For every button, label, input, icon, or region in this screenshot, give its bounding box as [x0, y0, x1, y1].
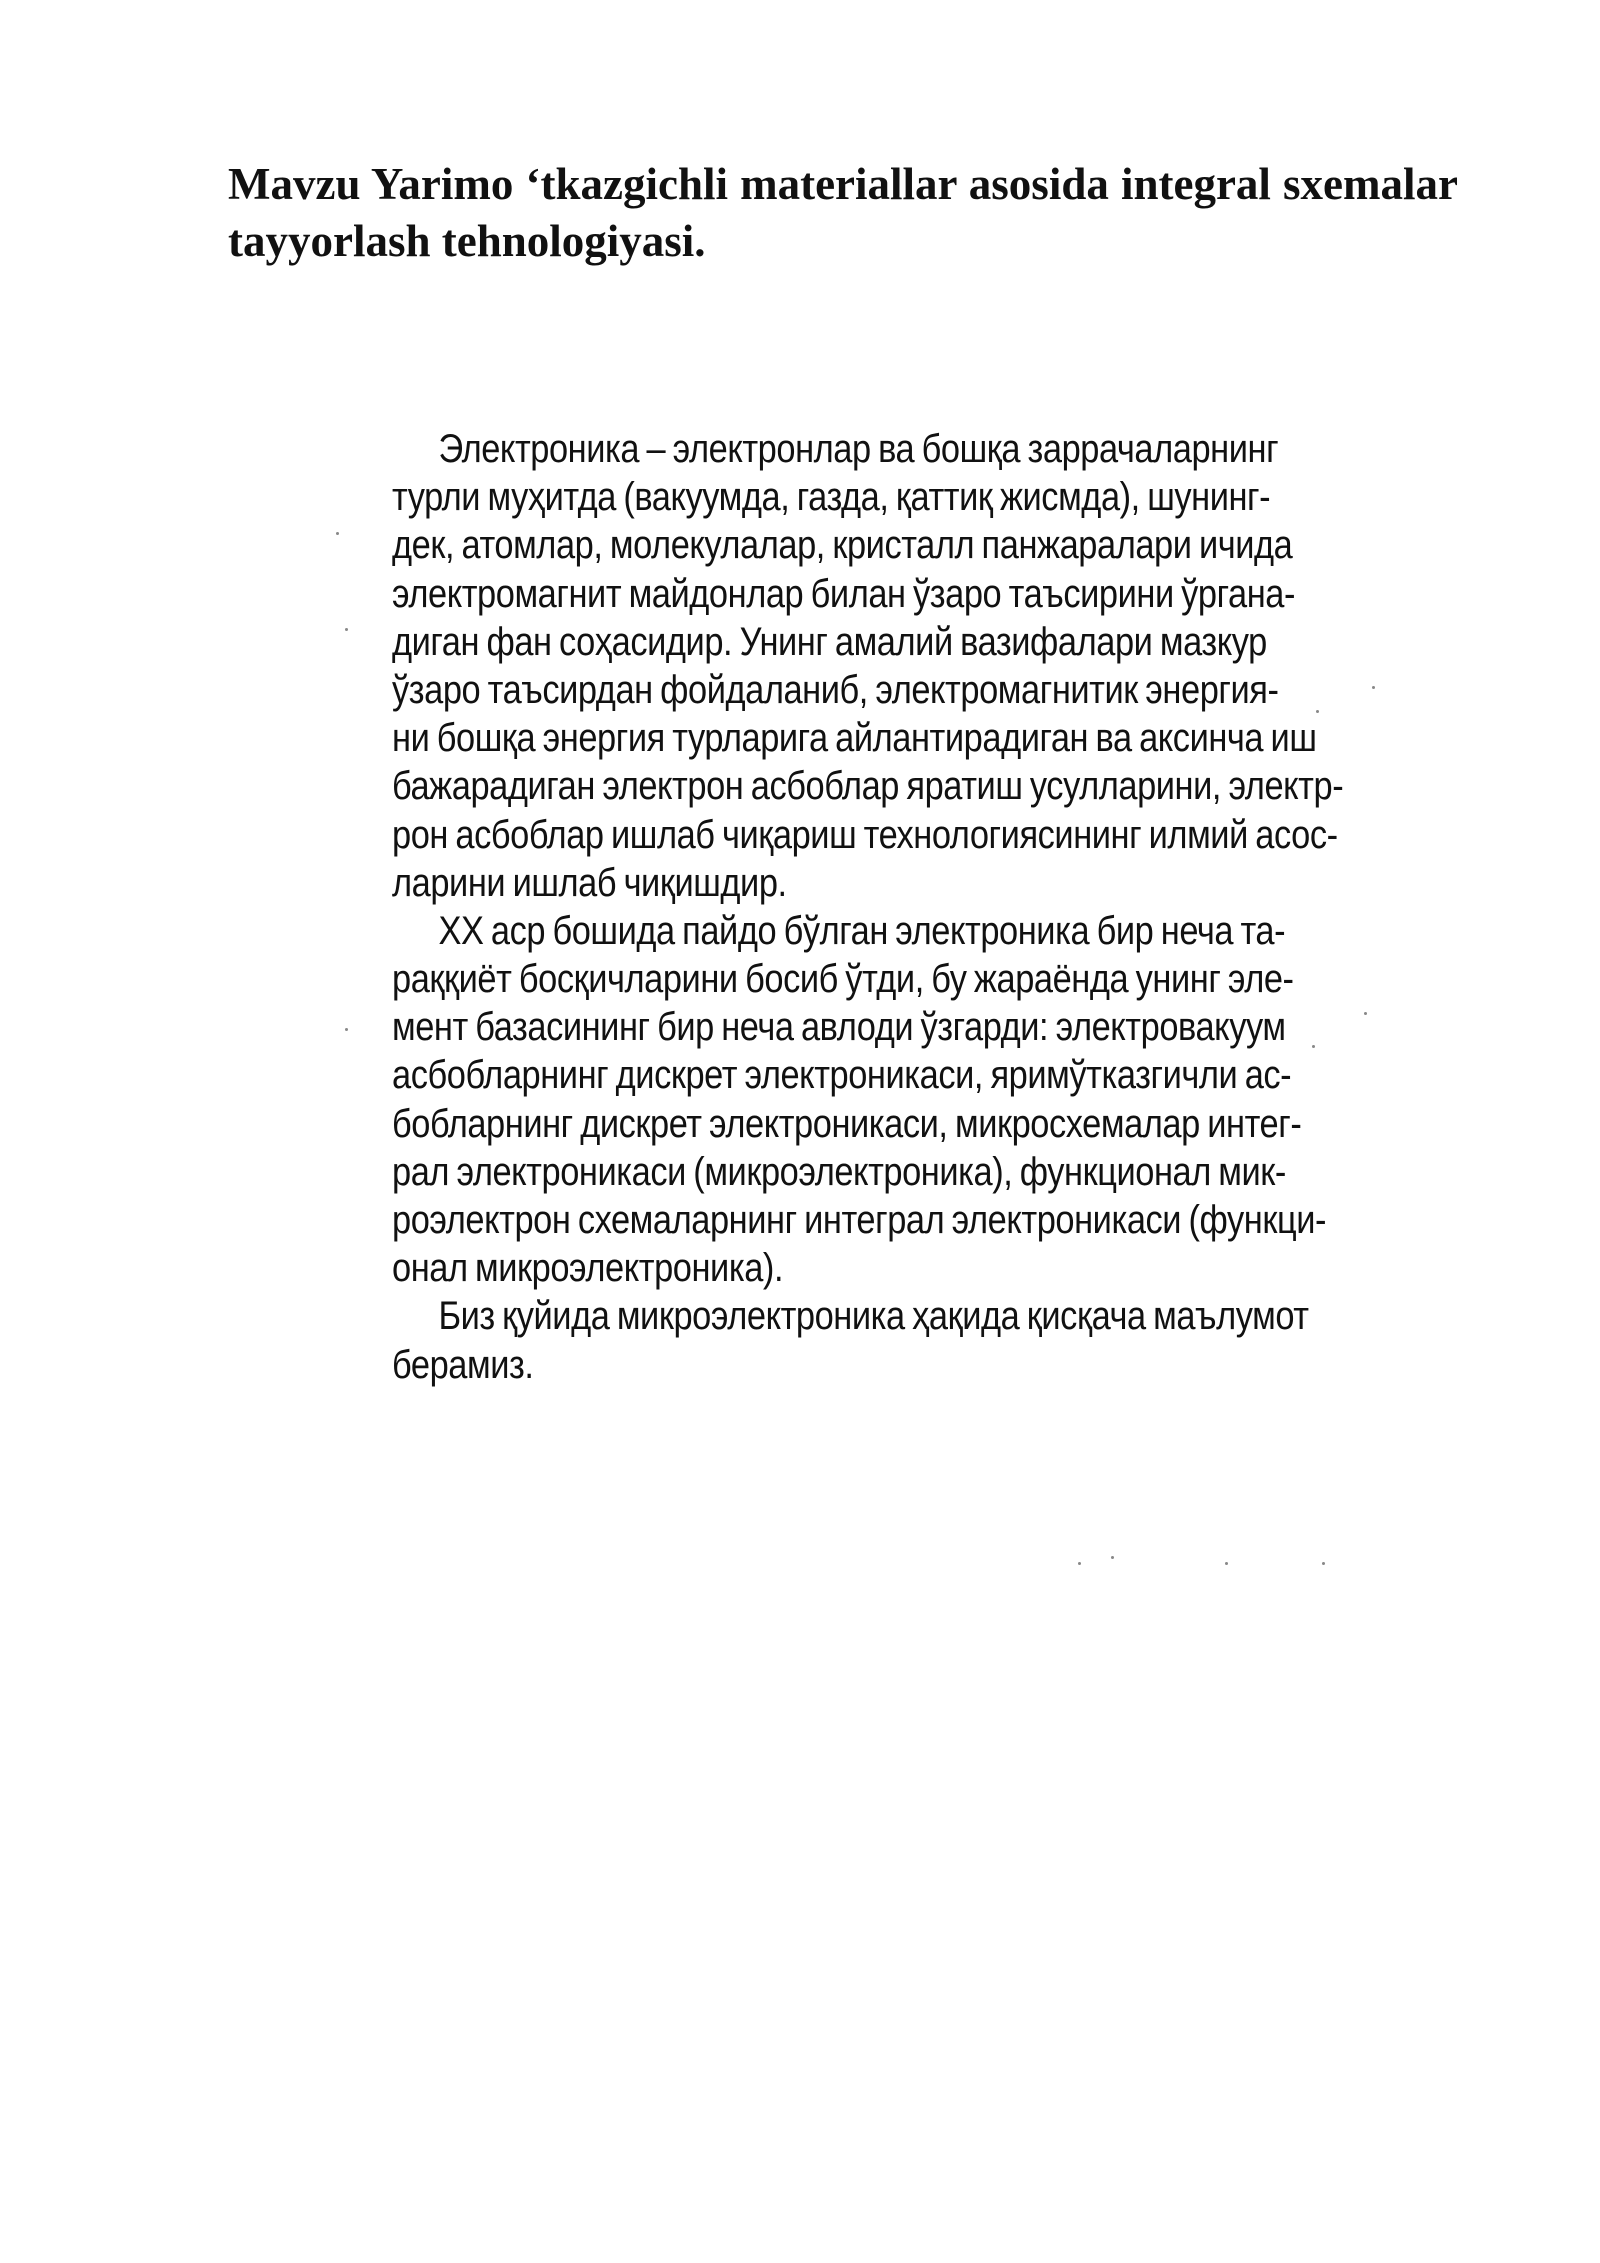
scan-line: ларини ишлаб чиқишдир.: [392, 860, 787, 905]
scan-line: ни бошқа энергия турларига айлантирадиган ва аксинча иш: [392, 716, 1317, 761]
scan-line: электромагнит майдонлар билан ўзаро таъсирини ўргана-: [392, 571, 1295, 616]
scan-speck: [1364, 1012, 1367, 1015]
scan-line: ўзаро таъсирдан фойдаланиб, электромагнитик энергия-: [392, 667, 1279, 712]
scan-speck: [345, 1028, 348, 1031]
scan-line: мент базасининг бир неча авлоди ўзгарди: электровакуум: [392, 1005, 1286, 1050]
scan-line: раққиёт босқичларини босиб ўтди, бу жараёнда унинг эле-: [392, 957, 1294, 1002]
scan-speck: [1111, 1556, 1114, 1559]
scan-line: бобларнинг дискрет электроникаси, микросхемалар интег-: [392, 1101, 1302, 1146]
scanned-text-block: [392, 425, 1344, 1389]
scan-speck: [345, 628, 348, 631]
scan-speck: [1225, 1562, 1228, 1565]
scan-line: асбобларнинг дискрет электроникаси, яримўтказгичли ас-: [392, 1053, 1292, 1098]
scan-speck: [1316, 710, 1319, 713]
scan-line: турли муҳитда (вакуумда, газда, қаттиқ жисмда), шунинг-: [392, 475, 1271, 520]
document-title: Mavzu Yarimo ‘tkazgichli materiallar asosida integral sxemalar tayyorlash tehnologiyasi.: [228, 159, 1458, 266]
scan-line: Биз қуйида микроэлектроника ҳақида қисқача маълумот: [438, 1294, 1309, 1339]
scan-speck: [1322, 1562, 1325, 1565]
scan-speck: [1372, 686, 1375, 689]
scan-line: дек, атомлар, молекулалар, кристалл панжаралари ичида: [392, 523, 1293, 568]
scan-line: берамиз.: [392, 1342, 534, 1387]
scan-line: рон асбоблар ишлаб чиқариш технологиясининг илмий асос-: [392, 812, 1338, 857]
scan-line: XX аср бошида пайдо бўлган электроника бир неча та-: [438, 908, 1286, 953]
scan-line: роэлектрон схемаларнинг интеграл электроникаси (функци-: [392, 1198, 1327, 1242]
scan-speck: [1078, 1562, 1081, 1565]
scan-speck: [336, 532, 339, 535]
scan-line: онал микроэлектроника).: [392, 1246, 784, 1291]
scan-speck: [1312, 1045, 1315, 1048]
scan-line: диган фан соҳасидир. Унинг амалий вазифалари мазкур: [392, 619, 1267, 664]
scan-line: бажарадиган электрон асбоблар яратиш усулларини, электр-: [392, 764, 1344, 809]
scan-line: рал электроникаси (микроэлектроника), функционал мик-: [392, 1149, 1286, 1194]
scan-line: Электроника – электронлар ва бошқа заррачаларнинг: [438, 427, 1279, 471]
